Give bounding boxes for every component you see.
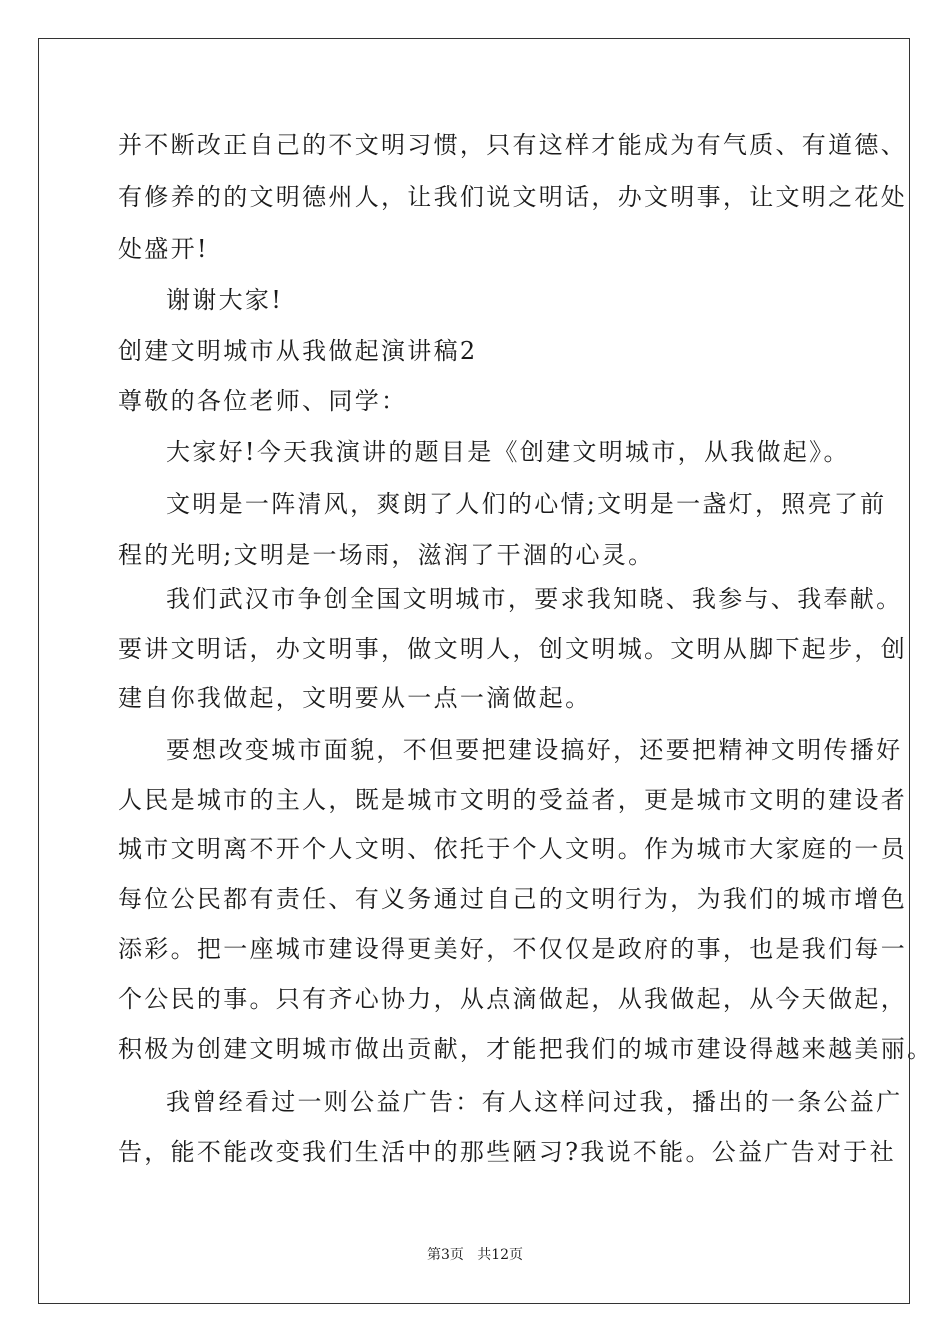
- body-line: 每位公民都有责任、有义务通过自己的文明行为，为我们的城市增色: [118, 885, 907, 913]
- speech-title: 创建文明城市从我做起演讲稿2: [118, 337, 478, 365]
- body-line: 文明是一阵清风，爽朗了人们的心情;文明是一盏灯，照亮了前: [166, 490, 887, 518]
- body-line: 城市文明离不开个人文明、依托于个人文明。作为城市大家庭的一员: [118, 835, 907, 863]
- body-line: 程的光明;文明是一场雨，滋润了干涸的心灵。: [118, 541, 655, 569]
- body-line: 大家好!今天我演讲的题目是《创建文明城市，从我做起》。: [166, 438, 850, 466]
- body-line: 人民是城市的主人，既是城市文明的受益者，更是城市文明的建设者: [118, 786, 907, 814]
- body-line: 积极为创建文明城市做出贡献，才能把我们的城市建设得越来越美丽。: [118, 1035, 934, 1063]
- salutation: 尊敬的各位老师、同学：: [118, 387, 408, 415]
- body-line: 有修养的的文明德州人，让我们说文明话，办文明事，让文明之花处: [118, 183, 907, 211]
- body-line: 我曾经看过一则公益广告：有人这样问过我，播出的一条公益广: [166, 1088, 903, 1116]
- body-line: 并不断改正自己的不文明习惯，只有这样才能成为有气质、有道德、: [118, 131, 907, 159]
- page-number: 第3页 共12页: [426, 1247, 524, 1263]
- body-line: 处盛开!: [118, 235, 209, 263]
- body-line: 个公民的事。只有齐心协力，从点滴做起，从我做起，从今天做起，: [118, 985, 907, 1013]
- body-line: 建自你我做起，文明要从一点一滴做起。: [118, 684, 592, 712]
- body-line: 告，能不能改变我们生活中的那些陋习?我说不能。公益广告对于社: [118, 1138, 896, 1166]
- closing-line: 谢谢大家!: [166, 286, 284, 314]
- body-line: 要讲文明话，办文明事，做文明人，创文明城。文明从脚下起步，创: [118, 635, 907, 663]
- body-line: 我们武汉市争创全国文明城市，要求我知晓、我参与、我奉献。: [166, 585, 903, 613]
- body-line: 添彩。把一座城市建设得更美好，不仅仅是政府的事，也是我们每一: [118, 935, 907, 963]
- body-line: 要想改变城市面貌，不但要把建设搞好，还要把精神文明传播好: [166, 736, 903, 764]
